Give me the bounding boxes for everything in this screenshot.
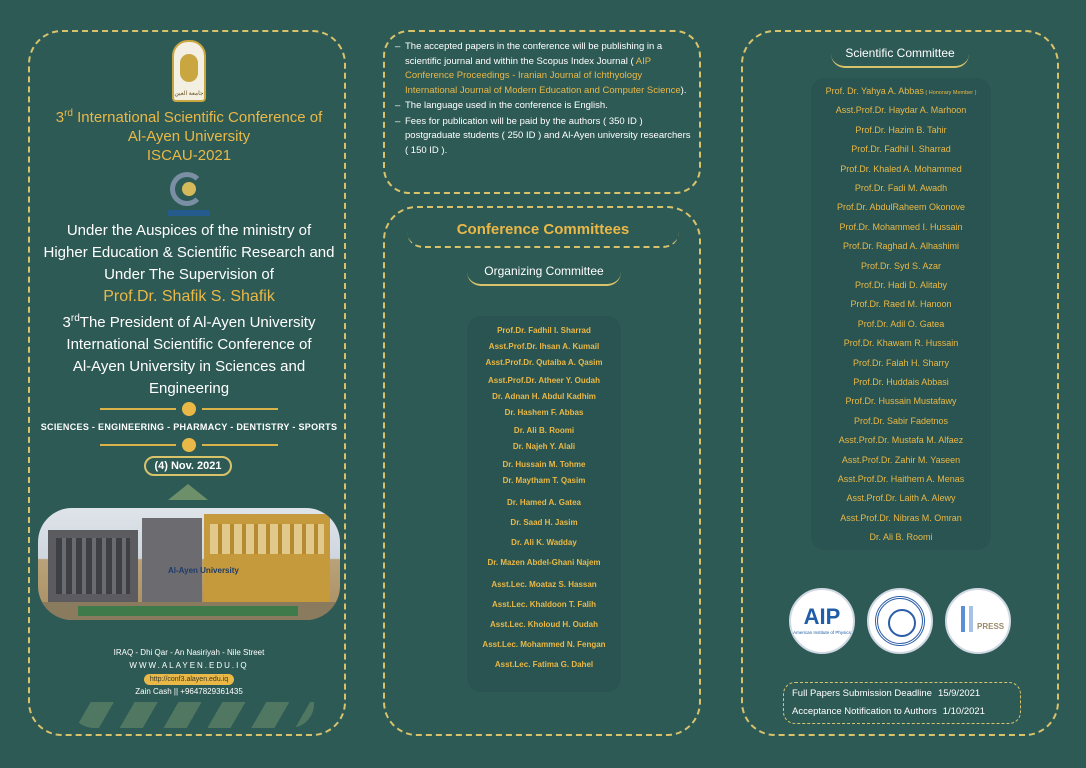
auspices-text: Under the Auspices of the ministry of Higher Education & Scientific Research and Under The Supervision of Prof.Dr. Shafik S. Shafik 3rdThe President of Al-Ayen University International Scientific Conference of Al-Ayen University in Sciences and Engineering <box>36 220 342 400</box>
acceptance-notification: Acceptance Notification to Authors 1/10/2021 <box>792 706 985 717</box>
scientific-member: Asst.Prof.Dr. Haithem A. Menas <box>837 474 965 484</box>
organizing-member: Dr. Najeh Y. Alali <box>512 442 576 451</box>
scientific-member: Prof.Dr. Raghad A. Alhashimi <box>842 241 960 252</box>
scientific-member: Prof.Dr. Fadi M. Awadh <box>854 183 948 193</box>
info-bullets <box>395 40 691 159</box>
honorary-member-note: ( Honorary Member ) <box>923 90 977 96</box>
organizing-member: Asst.Lec. Mohammed N. Fengan <box>482 640 606 649</box>
organizing-member: Prof.Dr. Fadhil I. Sharrad <box>497 326 591 335</box>
scientific-member: Asst.Prof.Dr. Haydar A. Marhoon <box>835 105 967 116</box>
organizing-member: Asst.Prof.Dr. Atheer Y. Oudah <box>487 376 601 385</box>
scientific-member: Prof.Dr. Raed M. Hanoon <box>850 299 952 310</box>
press-logo: PRESS <box>945 588 1011 654</box>
organizing-member: Dr. Ali K. Wadday <box>511 538 577 547</box>
contact-block <box>30 646 348 698</box>
organizing-member: Asst.Lec. Moataz S. Hassan <box>491 580 597 589</box>
scientific-member: Asst.Prof.Dr. Mustafa M. Alfaez <box>838 435 964 446</box>
organizing-committee-title: Organizing Committee <box>467 258 621 286</box>
scientific-member: Prof.Dr. Sabir Fadetnos <box>853 415 949 426</box>
organizing-member: Dr. Maytham T. Qasim <box>502 476 586 485</box>
scientific-member: Prof.Dr. Adil O. Gatea <box>857 318 945 329</box>
info-panel <box>383 30 701 194</box>
organizing-member: Dr. Hussain M. Tohme <box>502 460 586 469</box>
conference-title: 3rd International Scientific Conference of Al-Ayen University ISCAU-2021 <box>55 108 323 164</box>
scientific-member: Prof.Dr. Falah H. Sharry <box>852 357 950 368</box>
chevron-up-icon <box>168 484 208 500</box>
scientific-member: Asst.Prof.Dr. Nibras M. Omran <box>840 512 962 523</box>
decorative-stripes <box>70 702 314 728</box>
contact-info: Zain Cash || +9647829361435 <box>135 687 243 696</box>
aip-logo: AIP American Institute of Physics <box>789 588 855 654</box>
scientific-member: Prof.Dr. Huddais Abbasi <box>853 377 949 387</box>
divider-left <box>100 408 176 410</box>
building-sign: Al-Ayen University <box>168 566 239 575</box>
conference-link[interactable]: http://conf3.alayen.edu.iq <box>144 674 234 685</box>
conference-logo <box>166 170 212 216</box>
scientific-member: Dr. Ali B. Roomi <box>869 532 933 543</box>
university-building-photo <box>38 508 340 620</box>
scientific-member: Prof.Dr. Khaled A. Mohammed <box>840 163 962 174</box>
sun-ornament-icon <box>182 402 196 416</box>
organizing-member: Asst.Lec. Fatima G. Dahel <box>494 660 594 669</box>
organizing-member: Asst.Prof.Dr. Ihsan A. Kumail <box>488 342 600 351</box>
submission-deadline: Full Papers Submission Deadline 15/9/2021 <box>792 688 981 699</box>
organizing-member: Dr. Saad H. Jasim <box>510 518 578 527</box>
committees-panel <box>383 206 701 736</box>
scientific-committee-list <box>811 78 991 550</box>
deadlines-box <box>783 682 1021 724</box>
info-bullet-language: – The language used in the conference is English. <box>395 99 691 114</box>
organizing-member: Dr. Ali B. Roomi <box>513 426 575 435</box>
organizing-member: Dr. Mazen Abdel-Ghani Najem <box>487 558 601 567</box>
journal-seal-logo <box>867 588 933 654</box>
committees-title: Conference Committees <box>407 214 679 248</box>
organizing-member: Dr. Adnan H. Abdul Kadhim <box>492 392 596 401</box>
organizing-member: Asst.Lec. Khaldoon T. Falih <box>491 600 596 609</box>
scientific-member: Prof.Dr. AbdulRaheem Okonove <box>836 202 966 213</box>
scientific-member: Asst.Prof.Dr. Zahir M. Yaseen <box>841 454 961 465</box>
organizing-member: Dr. Hamed A. Gatea <box>507 498 581 507</box>
info-bullet-publishing: – The accepted papers in the conference will be publishing in a scientific journal and within the Scopus Index Journal ( AIP Conference Proceedings - Iranian Journal of Ichthyology International Journal of Modern Education and Computer Science). <box>395 40 691 98</box>
sun-ornament-icon <box>182 438 196 452</box>
organizing-member: Dr. Hashem F. Abbas <box>504 408 584 417</box>
address: IRAQ - Dhi Qar - An Nasiriyah - Nile Street <box>113 648 265 657</box>
organizing-member: Asst.Prof.Dr. Qutaiba A. Qasim <box>485 358 603 367</box>
scientific-member: Asst.Prof.Dr. Laith A. Alewy <box>846 493 956 504</box>
divider-right <box>202 408 278 410</box>
left-panel <box>28 30 346 736</box>
divider-right-2 <box>202 444 278 446</box>
scientific-committee-title: Scientific Committee <box>831 40 969 68</box>
scientific-member: Prof.Dr. Hadi D. Alitaby <box>854 280 948 290</box>
scientific-member: Prof.Dr. Khawam R. Hussain <box>843 338 959 349</box>
info-bullet-fees: – Fees for publication will be paid by the authors ( 350 ID ) postgraduate students ( 250 ID ) and Al-Ayen university researchers ( 150 ID ). <box>395 115 691 159</box>
organizing-committee-list <box>467 316 621 692</box>
website-link[interactable]: WWW.ALAYEN.EDU.IQ <box>129 661 249 670</box>
scientific-member: Prof.Dr. Fadhil I. Sharrad <box>851 144 951 155</box>
scientific-member: Prof.Dr. Hazim B. Tahir <box>855 124 947 135</box>
scientific-member: Prof.Dr. Hussain Mustafawy <box>845 396 957 407</box>
organizing-member: Asst.Lec. Kholoud H. Oudah <box>489 620 598 629</box>
supervisor-name: Prof.Dr. Shafik S. Shafik <box>103 288 275 305</box>
scientific-member: Prof.Dr. Mohammed I. Hussain <box>839 221 963 232</box>
right-panel <box>741 30 1059 736</box>
conference-date: (4) Nov. 2021 <box>144 456 232 476</box>
scientific-member: Prof. Dr. Yahya A. Abbas ( Honorary Member ) <box>825 86 977 96</box>
university-logo: جامعة العين <box>172 40 206 102</box>
scientific-member: Prof.Dr. Syd S. Azar <box>860 260 942 271</box>
divider-left-2 <box>100 444 176 446</box>
topics-list: SCIENCES - ENGINEERING - PHARMACY - DENTISTRY - SPORTS <box>40 422 338 432</box>
